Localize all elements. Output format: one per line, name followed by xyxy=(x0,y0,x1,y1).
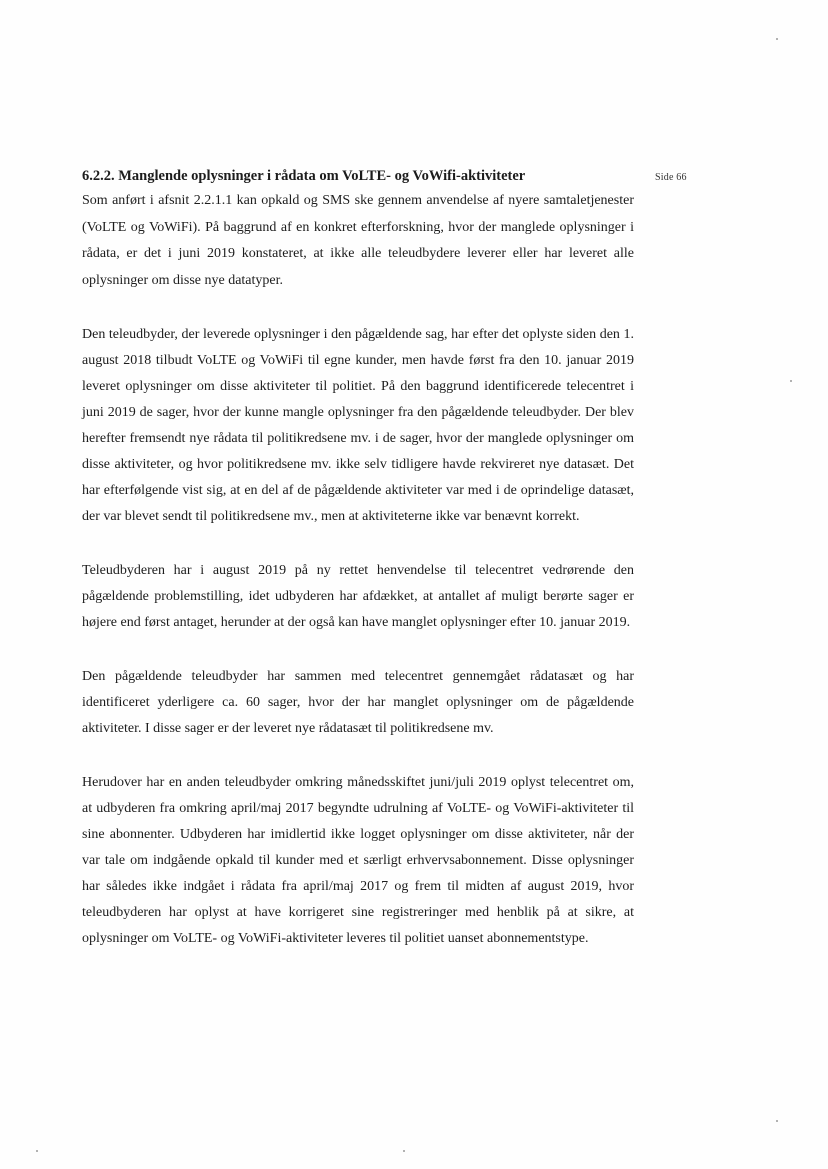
paragraph-5: Herudover har en anden teleudbyder omkring månedsskiftet juni/juli 2019 oplyst telecentret om, at udbyderen fra omkring april/maj 2017 begyndte udrulning af VoLTE- og VoWiFi-aktiviteter til sine abonnenter. Udbyderen har imidlertid ikke logget oplysninger om disse aktiviteter, når der var tale om indgående opkald til kunder med et særligt erhvervsabonnement. Disse oplysninger har således ikke indgået i rådata fra april/maj 2017 og frem til midten af august 2019, hvor teleudbyderen har oplyst at have korrigeret sine registreringer med henblik på at sikre, at oplysninger om VoLTE- og VoWiFi-aktiviteter leveres til politiet uanset abonnementstype. xyxy=(82,775,634,946)
scan-speck xyxy=(790,380,792,382)
paragraph-4: Den pågældende teleudbyder har sammen med telecentret gennemgået rådatasæt og har identificeret yderligere ca. 60 sager, hvor der har manglet oplysninger om de pågældende aktiviteter. I disse sager er der leveret nye rådatasæt til politikredsene mv. xyxy=(82,669,634,736)
paragraph-3: Teleudbyderen har i august 2019 på ny rettet henvendelse til telecentret vedrørende den pågældende problemstilling, idet udbyderen har afdækket, at antallet af muligt berørte sager er højere end først antaget, herunder at der også kan have manglet oplysninger efter 10. januar 2019. xyxy=(82,563,634,630)
section-heading: 6.2.2. Manglende oplysninger i rådata om VoLTE- og VoWifi-aktiviteter xyxy=(82,168,526,184)
paragraph-1: Som anført i afsnit 2.2.1.1 kan opkald og SMS ske gennem anvendelse af nyere samtaletjenester (VoLTE og VoWiFi). På baggrund af en konkret efterforskning, hvor der manglede oplysninger i rådata, er det i juni 2019 konstateret, at ikke alle teleudbydere leverer eller har leveret alle oplysninger om disse nye datatyper. xyxy=(82,193,634,288)
page-number: Side 66 xyxy=(655,172,687,183)
paragraph-2: Den teleudbyder, der leverede oplysninger i den pågældende sag, har efter det oplyste siden den 1. august 2018 tilbudt VoLTE og VoWiFi til egne kunder, men havde først fra den 10. januar 2019 leveret oplysninger om disse aktiviteter til politiet. På den baggrund identificerede telecentret i juni 2019 de sager, hvor der kunne mangle oplysninger fra den pågældende teleudbyder. Der blev herefter fremsendt nye rådata til politikredsene mv. i de sager, hvor der manglede oplysninger om disse aktiviteter, og hvor politikredsene mv. ikke selv tidligere havde rekvireret nye datasæt. Det har efterfølgende vist sig, at en del af de pågældende aktiviteter var med i de oprindelige datasæt, der var blevet sendt til politikredsene mv., men at aktiviteterne ikke var benævnt korrekt. xyxy=(82,327,634,524)
scan-speck xyxy=(36,1150,38,1152)
scan-speck xyxy=(776,1120,778,1122)
document-body xyxy=(82,164,634,980)
scan-speck xyxy=(776,38,778,40)
scan-speck xyxy=(403,1150,405,1152)
